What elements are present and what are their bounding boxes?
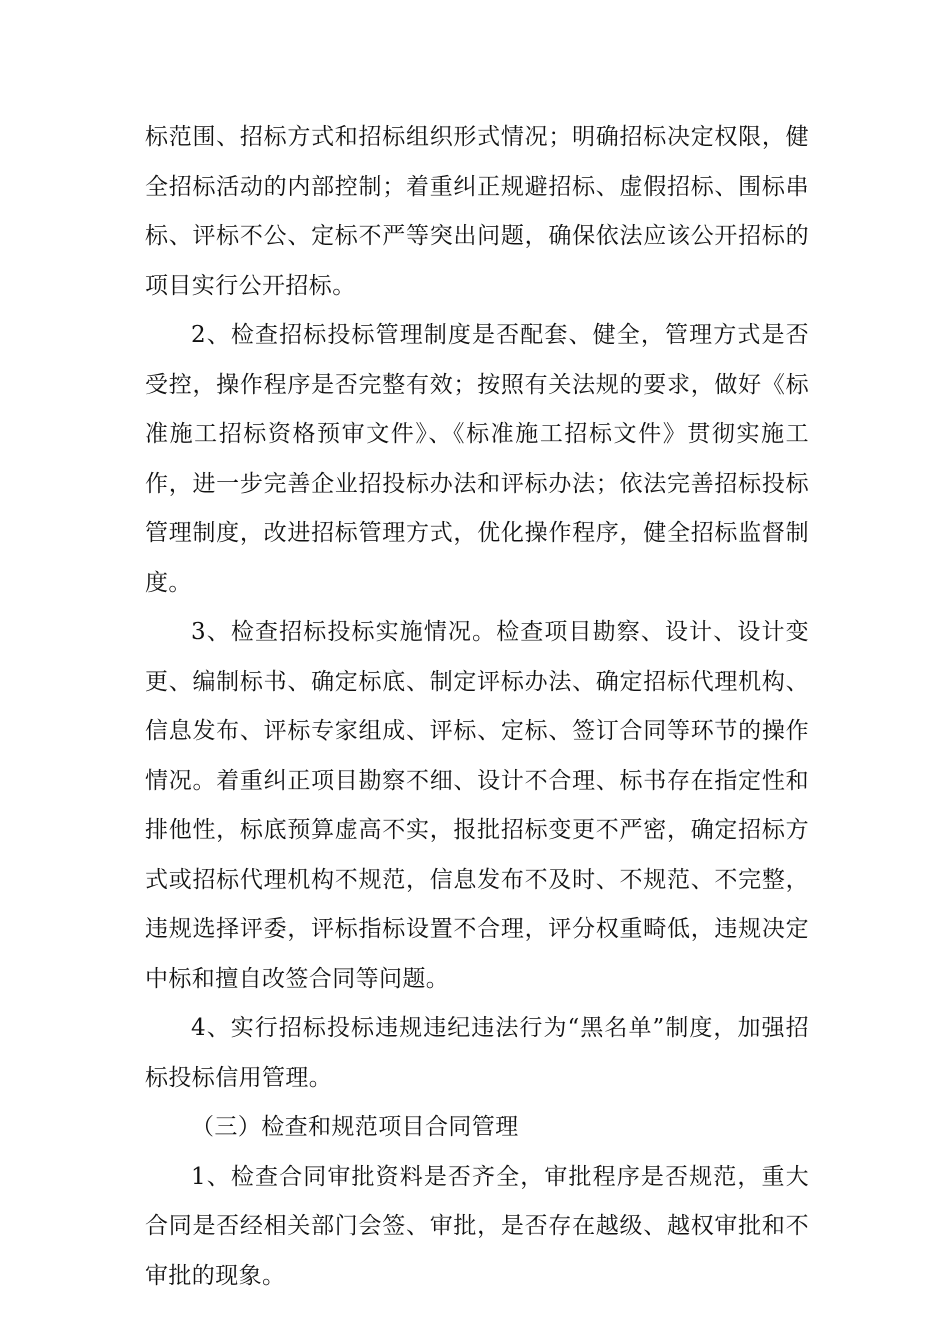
paragraph-item-4: 4、实行招标投标违规违纪违法行为“黑名单”制度，加强招标投标信用管理。 (145, 1015, 809, 1091)
paragraph-item-3: 3、检查招标投标实施情况。检查项目勘察、设计、设计变更、编制标书、确定标底、制定评标办法、确定招标代理机构、信息发布、评标专家组成、评标、定标、签订合同等环节的操作情况。着重纠正项目勘察不细、设计不合理、标书存在指定性和排他性，标底预算虚高不实，报批招标变更不严密，确定招标方式或招标代理机构不规范，信息发布不及时、不规范、不完整，违规选择评委，评标指标设置不合理，评分权重畸低，违规决定中标和擅自改签合同等问题。 (145, 619, 809, 992)
paragraph-continued: 标范围、招标方式和招标组织形式情况；明确招标决定权限，健全招标活动的内部控制；着重纠正规避招标、虚假招标、围标串标、评标不公、定标不严等突出问题，确保依法应该公开招标的项目实行公开招标。 (145, 124, 809, 299)
document-body (145, 113, 809, 1301)
paragraph-item-2: 2、检查招标投标管理制度是否配套、健全，管理方式是否受控，操作程序是否完整有效；按照有关法规的要求，做好《标准施工招标资格预审文件》、《标准施工招标文件》贯彻实施工作，进一步完善企业招投标办法和评标办法；依法完善招标投标管理制度，改进招标管理方式，优化操作程序，健全招标监督制度。 (145, 322, 809, 596)
paragraph-contract-1: 1、检查合同审批资料是否齐全，审批程序是否规范，重大合同是否经相关部门会签、审批，是否存在越级、越权审批和不审批的现象。 (145, 1163, 809, 1289)
section-heading-contract: （三）检查和规范项目合同管理 (191, 1114, 519, 1140)
